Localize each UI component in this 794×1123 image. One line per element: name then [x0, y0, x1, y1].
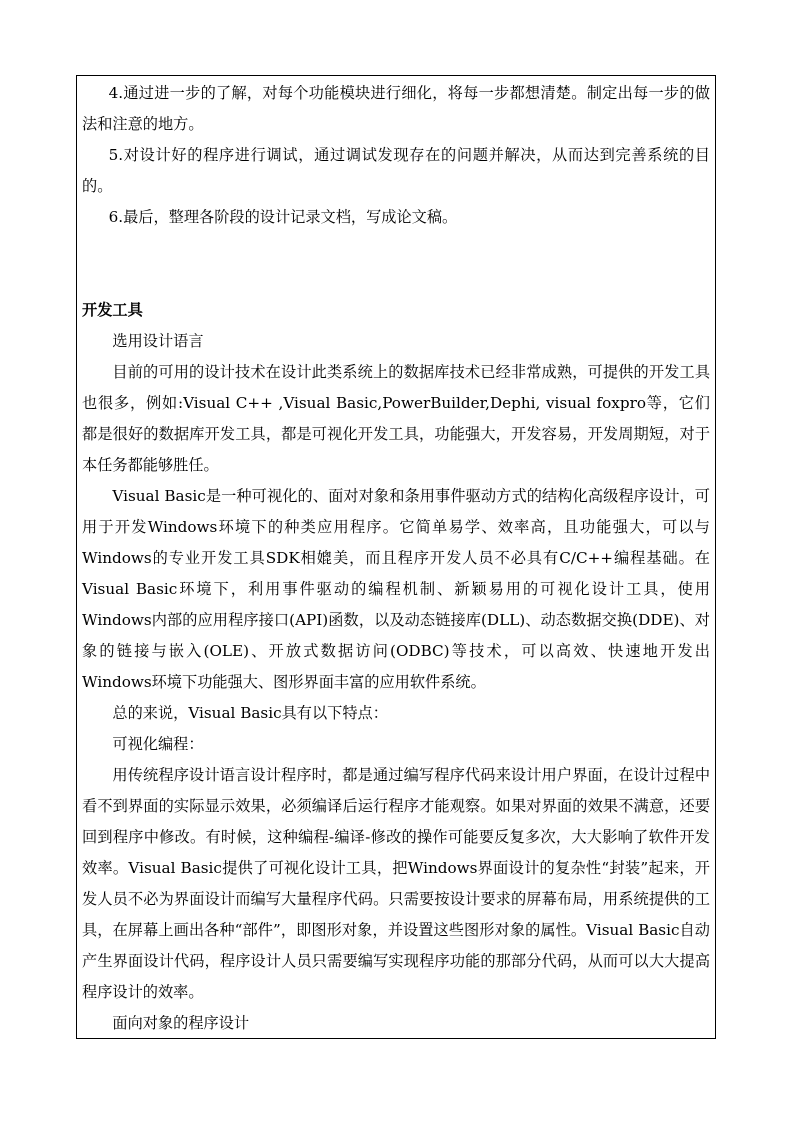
blank-space	[82, 233, 710, 295]
document-body	[82, 78, 710, 1039]
step-6-paragraph: 6.最后，整理各阶段的设计记录文档，写成论文稿。	[108, 208, 458, 226]
subheading-visual-programming: 可视化编程：	[112, 735, 204, 753]
paragraph-available-tools: 目前的可用的设计技术在设计此类系统上的数据库技术已经非常成熟，可提供的开发工具也很多，例如:Visual C++ ,Visual Basic,PowerBuilder,Dephi, visual foxpro等，它们都是很好的数据库开发工具，都是可视化开发工具，功能强大，开发容易，开发周期短，对于本任务都能够胜任。	[82, 363, 710, 474]
paragraph-visual-basic: Visual Basic是一种可视化的、面对对象和条用事件驱动方式的结构化高级程序设计，可用于开发Windows环境下的种类应用程序。它简单易学、效率高，且功能强大，可以与Windows的专业开发工具SDK相媲美，而且程序开发人员不必具有C/C++编程基础。在Visual Basic环境下，利用事件驱动的编程机制、新颖易用的可视化设计工具，使用Windows内部的应用程序接口(API)函数，以及动态链接库(DLL)、动态数据交换(DDE)、对象的链接与嵌入(OLE)、开放式数据访问(ODBC)等技术，可以高效、快速地开发出Windows环境下功能强大、图形界面丰富的应用软件系统。	[82, 487, 710, 691]
step-5-paragraph: 5.对设计好的程序进行调试，通过调试发现存在的问题并解决，从而达到完善系统的目的。	[82, 146, 710, 195]
section-heading: 开发工具	[82, 301, 143, 319]
subheading-design-language: 选用设计语言	[112, 332, 204, 350]
step-4-paragraph: 4.通过进一步的了解，对每个功能模块进行细化，将每一步都想清楚。制定出每一步的做法和注意的地方。	[82, 84, 710, 133]
paragraph-summary: 总的来说，Visual Basic具有以下特点：	[112, 704, 388, 722]
paragraph-visual-programming: 用传统程序设计语言设计程序时，都是通过编写程序代码来设计用户界面，在设计过程中看不到界面的实际显示效果，必须编译后运行程序才能观察。如果对界面的效果不满意，还要回到程序中修改。有时候，这种编程-编译-修改的操作可能要反复多次，大大影响了软件开发效率。Visual Basic提供了可视化设计工具，把Windows界面设计的复杂性“封装”起来，开发人员不必为界面设计而编写大量程序代码。只需要按设计要求的屏幕布局，用系统提供的工具，在屏幕上画出各种“部件”，即图形对象，并设置这些图形对象的属性。Visual Basic自动产生界面设计代码，程序设计人员只需要编写实现程序功能的那部分代码，从而可以大大提高程序设计的效率。	[82, 766, 710, 1001]
subheading-oop: 面向对象的程序设计	[112, 1014, 250, 1032]
